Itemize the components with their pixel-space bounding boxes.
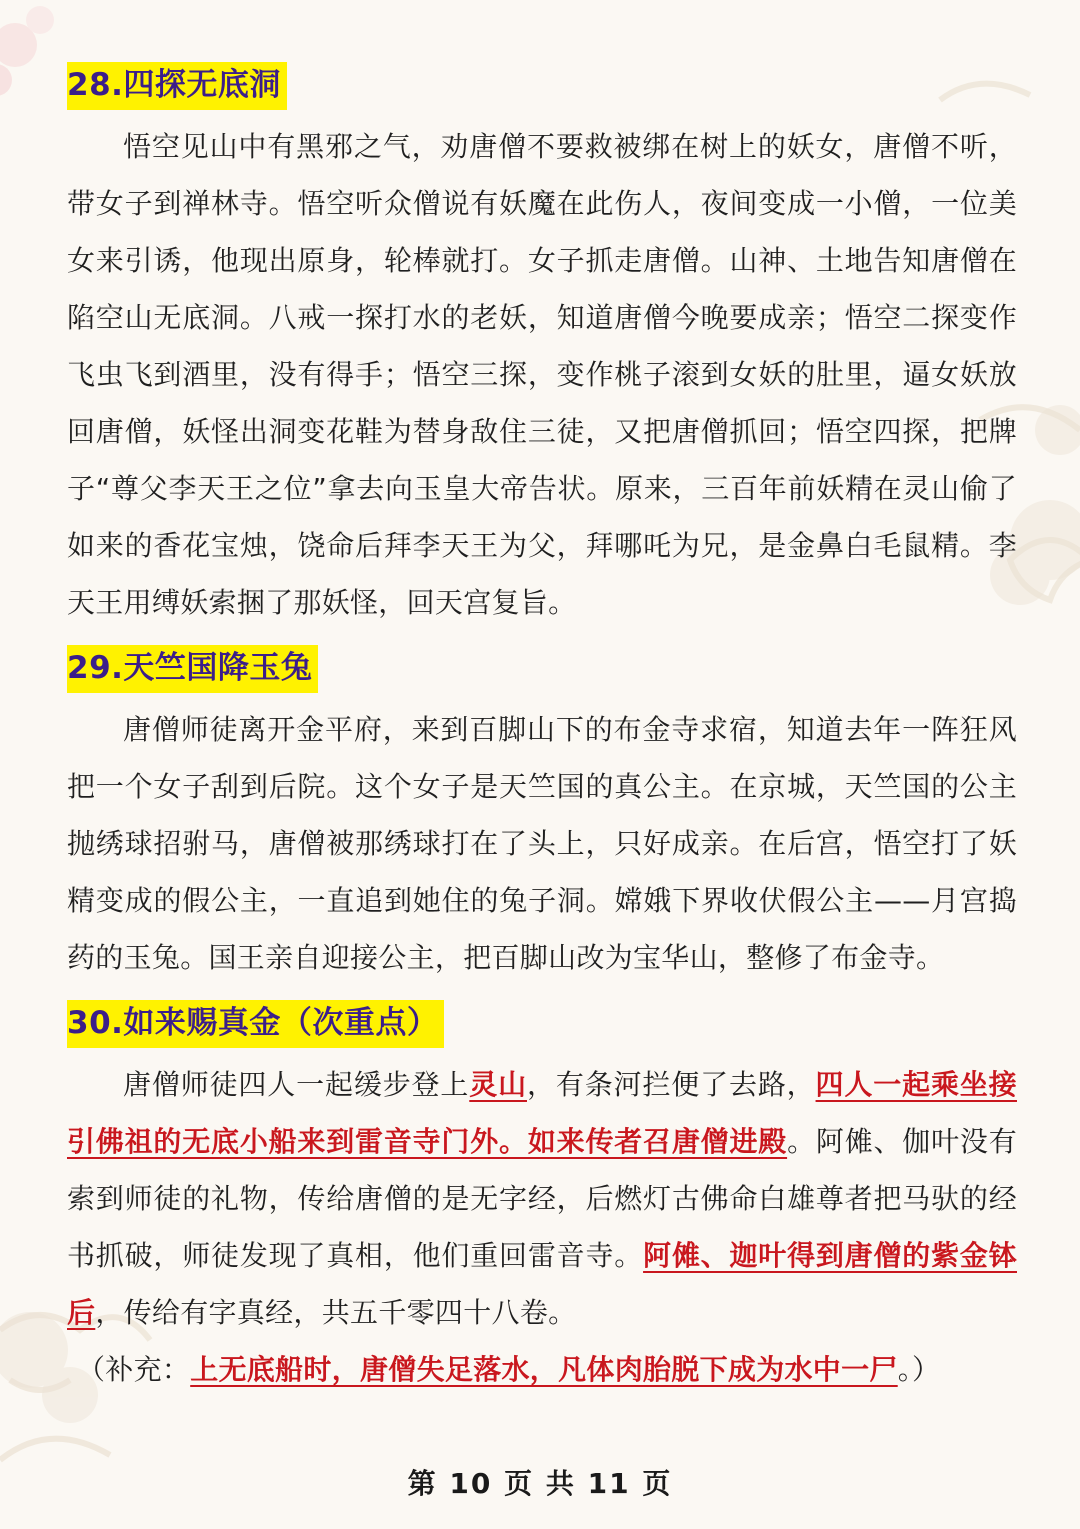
- section-30: [67, 1000, 1017, 1398]
- blossom-decoration: [0, 6, 54, 96]
- note-prefix: （补充：: [77, 1353, 191, 1386]
- emphasized-text: 阿傩、迦叶得到唐僧的紫金钵后: [67, 1239, 1017, 1329]
- section-title: 30.如来赐真金（次重点）: [67, 1000, 444, 1048]
- paragraph-text: 唐僧师徒四人一起缓步登上: [123, 1068, 470, 1101]
- section-paragraph: [67, 1056, 1017, 1341]
- section-29: [67, 645, 1017, 986]
- emphasized-text: 灵山: [469, 1068, 527, 1101]
- section-paragraph: [67, 118, 1017, 631]
- page-number-footer: 第 10 页 共 11 页: [407, 1467, 673, 1500]
- section-title: 28.四探无底洞: [67, 62, 287, 110]
- section-28: [67, 62, 1017, 631]
- document-body: [67, 62, 1017, 1398]
- paragraph-text: ，有条河拦便了去路，: [526, 1068, 816, 1101]
- paragraph-text: 。阿傩、伽叶没有索到师徒的礼物，传给唐僧的是无字经，后燃灯古佛命白雄尊者把马驮的经书抓破，师徒发现了真相，他们重回雷音寺。: [67, 1125, 1017, 1272]
- section-title: 29.天竺国降玉兔: [67, 645, 318, 693]
- section-paragraph: [67, 701, 1017, 986]
- emphasized-text: 四人一起乘坐接引佛祖的无底小船来到雷音寺门外。如来传者召唐僧进殿: [67, 1068, 1017, 1158]
- paragraph-text: 唐僧师徒离开金平府，来到百脚山下的布金寺求宿，知道去年一阵狂风把一个女子刮到后院。这个女子是天竺国的真公主。在京城，天竺国的公主抛绣球招驸马，唐僧被那绣球打在了头上，只好成亲。在后宫，悟空打了妖精变成的假公主，一直追到她住的兔子洞。嫦娥下界收伏假公主——月宫捣药的玉兔。国王亲自迎接公主，把百脚山改为宝华山，整修了布金寺。: [67, 713, 1017, 974]
- paragraph-text: ，传给有字真经，共五千零四十八卷。: [95, 1296, 577, 1329]
- paragraph-text: 悟空见山中有黑邪之气，劝唐僧不要救被绑在树上的妖女，唐僧不听，带女子到禅林寺。悟空听众僧说有妖魔在此伤人，夜间变成一小僧，一位美女来引诱，他现出原身，轮棒就打。女子抓走唐僧。山神、土地告知唐僧在陷空山无底洞。八戒一探打水的老妖，知道唐僧今晚要成亲；悟空二探变作飞虫飞到酒里，没有得手；悟空三探，变作桃子滚到女妖的肚里，逼女妖放回唐僧，妖怪出洞变花鞋为替身敌住三徒，又把唐僧抓回；悟空四探，把牌子“尊父李天王之位”拿去向玉皇大帝告状。原来，三百年前妖精在灵山偷了如来的香花宝烛，饶命后拜李天王为父，拜哪吒为兄，是金鼻白毛鼠精。李天王用缚妖索捆了那妖怪，回天宫复旨。: [67, 130, 1017, 619]
- note-suffix: 。）: [897, 1353, 941, 1386]
- note-emphasis: 上无底船时，唐僧失足落水，凡体肉胎脱下成为水中一尸: [190, 1353, 898, 1386]
- supplement-note: [67, 1341, 1017, 1398]
